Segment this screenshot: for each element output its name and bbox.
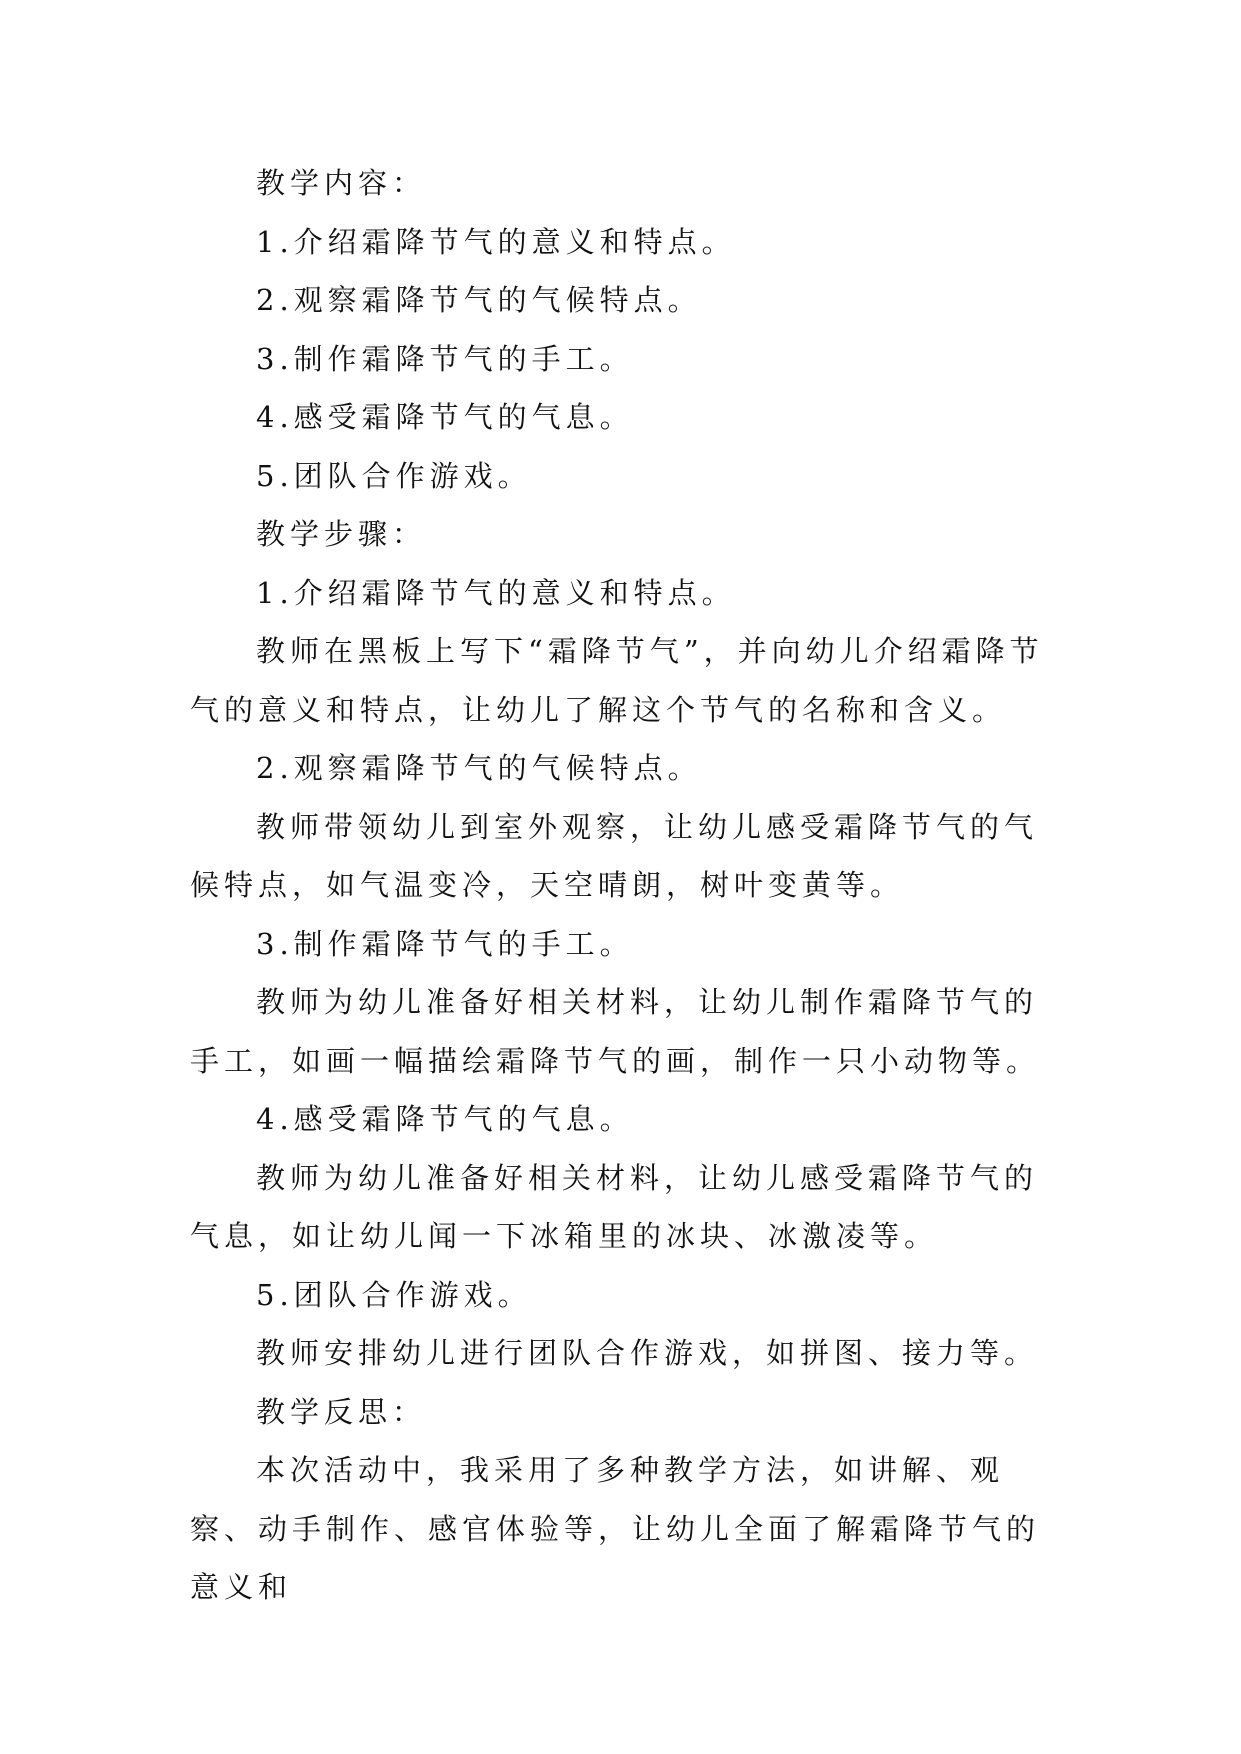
step-title: 4.感受霜降节气的气息。 [256, 1102, 634, 1136]
step-paragraph: 教师为幼儿准备好相关材料，让幼儿制作霜降节气的手工，如画一幅描绘霜降节气的画，制作一只小动物等。 [190, 985, 1041, 1078]
step-paragraph: 教师为幼儿准备好相关材料，让幼儿感受霜降节气的气息，如让幼儿闻一下冰箱里的冰块、冰激凌等。 [190, 1160, 1039, 1253]
list-item: 3.制作霜降节气的手工。 [256, 341, 634, 376]
step-title: 2.观察霜降节气的气候特点。 [256, 751, 702, 785]
list-item: 1.介绍霜降节气的意义和特点。 [256, 224, 736, 259]
section-heading-steps: 教学步骤： [256, 517, 427, 551]
list-item: 4.感受霜降节气的气息。 [256, 400, 634, 434]
list-item: 5.团队合作游戏。 [256, 458, 532, 493]
step-title: 5.团队合作游戏。 [256, 1277, 532, 1312]
step-title: 1.介绍霜降节气的意义和特点。 [256, 575, 736, 610]
step-paragraph: 教师安排幼儿进行团队合作游戏，如拼图、接力等。 [256, 1336, 1039, 1370]
document-body [190, 154, 1056, 1617]
list-item: 2.观察霜降节气的气候特点。 [256, 283, 702, 317]
step-paragraph: 教师带领幼儿到室外观察，让幼儿感受霜降节气的气候特点，如气温变冷，天空晴朗，树叶变黄等。 [190, 809, 1039, 902]
section-heading-reflection: 教学反思： [256, 1394, 427, 1429]
reflection-paragraph: 本次活动中，我采用了多种教学方法，如讲解、观察、动手制作、感官体验等，让幼儿全面了解霜降节气的意义和 [190, 1453, 1041, 1604]
step-paragraph: 教师在黑板上写下“霜降节气”，并向幼儿介绍霜降节气的意义和特点，让幼儿了解这个节气的名称和含义。 [190, 634, 1044, 727]
step-title: 3.制作霜降节气的手工。 [256, 926, 634, 961]
section-heading-content: 教学内容： [256, 166, 427, 200]
